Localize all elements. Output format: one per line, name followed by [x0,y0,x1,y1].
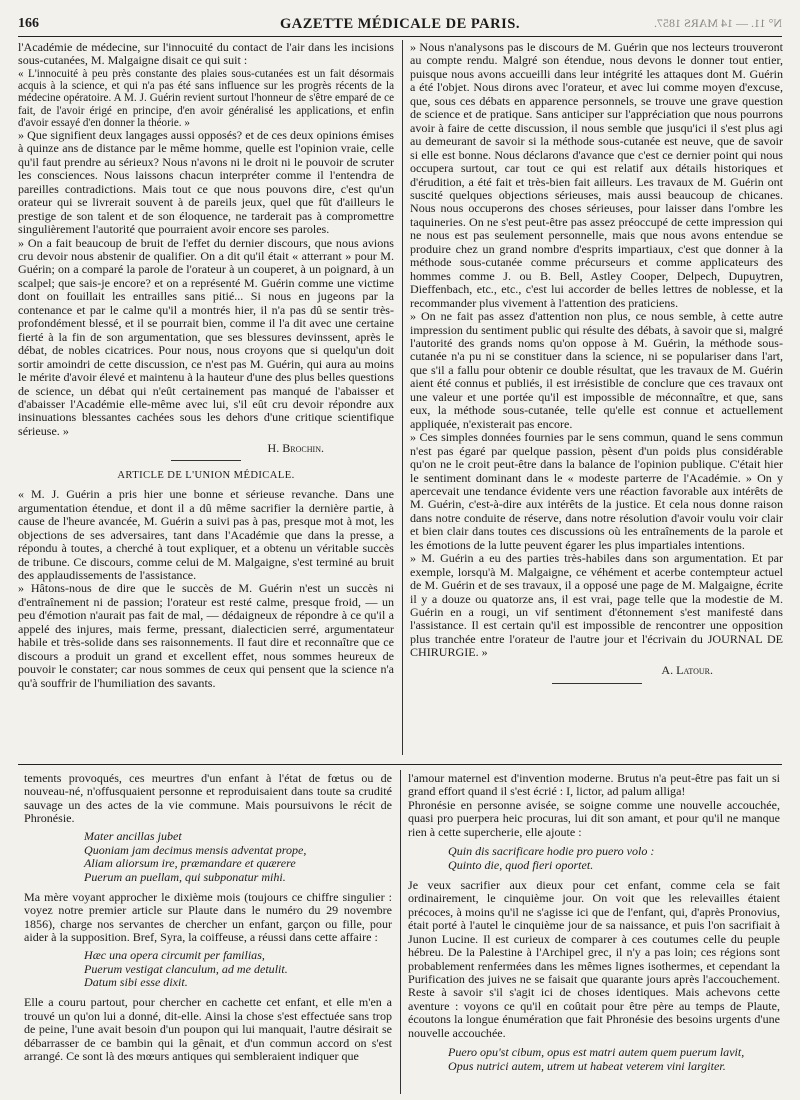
latin-verse: Mater ancillas jubet Quoniam jam decimus mensis adventat prope, Aliam aliorsum ire, præmandare et quærere Puerum an puellam, qui subponatur mihi. [84,828,307,885]
lower-left-column [24,772,392,1094]
signature-brochin: H. Brochin. [267,441,324,456]
paragraph: » On a fait beaucoup de bruit de l'effet du dernier discours, que nous avions cru devoir nous abstenir de qualifier. On a dit qu'il était « atterrant » pour M. Guérin; on a comparé la parole de l'orateur à un couperet, à un poignard, à un scalpel; que sais-je encore? et on a représenté M. Guérin comme une victime dont on fouillait les entrailles sans pitié... Si nous en jugeons par la contenance et par le calme qu'il a montrés hier, il n'a pas dû se sentir très-profondément blessé, et il se pourrait bien, comme il l'a dit avec une certaine fierté à la fin de son argumentation, que ses blessures devinssent, après le débat, de nobles cicatrices. Pour nous, nous croyons que si quelqu'un doit sortir amoindri de cette discussion, ce n'est pas M. Guérin, qui aura au moins le mérite d'avoir élevé et maintenu à la hauteur d'une des plus belles questions de science, un débat qui n'eût certainement pas manqué de l'abaisser et d'abaisser l'Académie elle-même avec lui, s'il eût cru devoir répondre aux insinuations blessantes cachées sous les dehors d'une critique scientifique sérieuse. » [18,235,394,438]
bleed-through-issue-date: N° 11. — 14 MARS 1857. [653,16,782,30]
latin-verse: Quin dis sacrificare hodie pro puero volo : Quinto die, quod fieri oportet. [448,844,655,873]
paragraph: » M. Guérin a eu des parties très-habiles dans son argumentation. Et par exemple, lorsqu'à M. Malgaigne, ce véhément et acerbe contempteur actuel de M. Guérin et de ses travaux, il a opposé une page de M. Malgaigne, écrite il y a douze ou quatorze ans, il est vrai, page telle que la modestie de M. Guérin en a rougi, un vif sentiment d'étonnement s'est manifesté dans l'assistance. Il est certain qu'il est impossible de rencontrer une opposition plus tranchée entre l'orateur de l'autre jour et l'écrivain du JOURNAL DE CHIRURGIE. » [410,551,783,660]
paragraph: » Ces simples données fournies par le sens commun, quand le sens commun n'est pas égaré par quelque passion, pèsent d'un poids plus considérable qu'on ne le croit peut-être dans la balance de l'opinion publique. C'était hier le sentiment dominant dans le « modeste parterre de l'Académie. » On y apercevait une tendance évidente vers une réaction favorable aux intérêts de M. Guérin, c'est-à-dire aux intérêts de la justice. Et cela nous donne raison dans notre conduite de réserve, dans notre résolution d'avoir voulu voir clair et bien clair dans toutes ces discussions où les entraînements de la parole et les émotions de la lutte peuvent égarer les plus impartiales intentions. [410,430,783,552]
article-heading: ARTICLE DE L'UNION MÉDICALE. [117,469,295,481]
upper-left-column [18,41,394,759]
upper-right-column [410,41,783,759]
paragraph: tements provoqués, ces meurtres d'un enfant à l'état de fœtus ou de nouveau-né, n'offusquaient personne et reproduisaient dans toute sa crudité sauvage un des actes de la vie commune. Mais poursuivons le récit de Phronésie. [24,772,392,826]
paragraph: » On ne fait pas assez d'attention non plus, ce nous semble, à cette autre impression du sentiment public qui résulte des débats, à savoir que si, malgré l'autorité des grands noms qu'on oppose à M. Guérin, la méthode sous-cutanée n'a pu ni se constituer dans la science, ni se populariser dans l'art, que s'il a fallu pour obtenir ce double résultat, que les travaux de M. Guérin aient été connus et publiés, il est irrésistible de conclure que ces travaux ont une valeur et une portée qu'il est impossible de méconnaître, et que, sans eux, la méthode sous-cutanée, telle qu'elle est connue et actuellement appliquée, n'existerait pas encore. [410,309,783,431]
paragraph: Je veux sacrifier aux dieux pour cet enfant, comme cela se fait ordinairement, le cinquième jour. On voit que les relevailles étaient précoces, à moins qu'il ne s'agisse ici que de l'enfant, qui, d'après Pronovius, était porté à l'autel le cinquième jour de sa naissance, et puis l'on sacrifiait à Junon Lucine. Il est curieux de comparer à ces coutumes celle du peuple hébreu. De la Palestine à l'Archipel grec, il n'y a pas loin; ces régions sont probablement renfermées dans les mêmes lignes isothermes, et cependant la Purification des juives ne se faisait que quarante jours après l'accouchement. Reste à savoir s'il s'agit ici de choses identiques. Mais achevons cette aventure : voyons ce qu'il en coûtait pour être père au temps de Plaute, écoutons la longue énumération que fait Phronésie des besoins urgents d'une nouvelle accouchée. [408,877,780,1040]
paragraph: » Hâtons-nous de dire que le succès de M. Guérin n'est un succès ni d'entraînement ni de passion; l'orateur est resté calme, presque froid, — un peu d'émotion n'aurait pas fait de mal, — dédaigneux de répondre à ce qu'il a appelé des injures, mais ferme, pressant, dialecticien serré, argumentateur habile et très-solide dans ses raisonnements. Il faut dire et reconnaître que ce discours a produit un grand et excellent effet, nous sommes heureux de pouvoir le constater; car nous sommes de ceux qui pensent que la science n'a qu'à souffrir de l'humiliation des savants. [18,581,394,690]
page-header [18,16,782,36]
paragraph: Phronésie en personne avisée, se soigne comme une nouvelle accouchée, quasi pro puerpera heic procuras, lui dit son amant, et pour qu'il ne manque rien à cette supercherie, elle ajoute : [408,797,780,839]
paragraph: l'Académie de médecine, sur l'innocuité du contact de l'air dans les incisions sous-cutanées, M. Malgaigne disait ce qui suit : [18,41,394,68]
signature-latour: A. Latour. [661,662,713,677]
paragraph: Elle a couru partout, pour chercher en cachette cet enfant, et elle m'en a trouvé un qu'on lui a donné, dit-elle. Ainsi la chose s'est effectuée sans trop de peine, l'une avait besoin d'un poupon qui lui manquait, l'autre désirait se débarrasser de ce bambin qui la gênait, et d'un commun accord on s'est arrangé. Ce sont là des mœurs antiques qui sembleraient indiquer que [24,995,392,1064]
page-number: 166 [18,16,39,31]
paragraph: « M. J. Guérin a pris hier une bonne et sérieuse revanche. Dans une argumentation étendue, et dont il a dû même sacrifier la dernière partie, à cause de l'heure avancée, M. Guérin a suivi pas à pas, presque mot à mot, les objections de ses adversaires, tant dans l'Académie que dans la presse, a répondu à toutes, a cherché à tout expliquer, et a obtenu un véritable succès de tribune. Ce discours, comme celui de M. Malgaigne, s'est terminé au bruit des applaudissements de l'assistance. [18,487,394,582]
column-divider [400,770,401,1094]
feuilleton-rule [18,764,782,765]
paragraph: » Que signifient deux langages aussi opposés? et de ces deux opinions émises à quinze ans de distance par le même homme, quelle est l'opinion vraie, celle qu'il faut prendre au sérieux? Nous n'avons ni le droit ni le pouvoir de scruter les consciences. Nous laissons chacun interpréter comme il l'entendra de pareilles contradictions. Mais tout ce que nous pouvons dire, c'est qu'un orateur qui se livrerait souvent à de pareils jeux, quel que fût d'ailleurs le prestige de son talent et de son éloquence, ne tarderait pas à compromettre singulièrement l'autorité que pourraient avoir encore ses paroles. [18,127,394,237]
paragraph: Ma mère voyant approcher le dixième mois (toujours ce chiffre singulier : voyez notre premier article sur Plaute dans le numéro du 29 novembre 1856), charge nos servantes de chercher un enfant, garçon ou fille, pour aider à la supposition. Bref, Syra, la coiffeuse, a réussi dans cette affaire : [24,890,392,945]
column-divider [402,40,403,755]
quoted-paragraph: « L'innocuité à peu près constante des plaies sous-cutanées est un fait désormais acquis à la science, et qui n'a pas été sans influence sur les progrès récents de la médecine opératoire. A M. J. Guérin revient surtout l'honneur de s'être emparé de ce fait, de l'avoir érigé en principe, d'en avoir généralisé les applications, et enfin d'avoir essayé d'en donner la théorie. » [18,67,394,129]
header-rule [18,36,782,37]
paragraph: l'amour maternel est d'invention moderne. Brutus n'a peut-être pas fait un si grand effort quand il s'est écrié : I, lictor, ad palum alliga! [408,772,780,799]
latin-verse: Hæc una opera circumit per familias, Puerum vestigat clanculum, ad me detulit. Datum sibi esse dixit. [84,947,288,990]
separator-rule [552,683,642,684]
journal-title: GAZETTE MÉDICALE DE PARIS. [280,16,520,32]
paragraph: » Nous n'analysons pas le discours de M. Guérin que nos lecteurs trouveront au compte rendu. Malgré son étendue, nous devons le donner tout entier, puisque nous avons accueilli dans leur intégrité les attaques dont M. Guérin a été l'objet. Nous dirons avec l'orateur, et avec lui comme moyen d'excuse, que, sous ces débats en apparence personnels, se trouve une grave question de science et de pratique. Sans anticiper sur l'appréciation que nous pourrons avoir à faire de cette discussion, il nous semble que jusqu'ici il s'est plus agi au demeurant de savoir si la méthode sous-cutanée est neuve, que de savoir si elle est bonne. Nous déclarons d'avance que c'est ce dernier point qui nous occupera surtout, car tout ce qui est relatif aux détails historiques et d'érudition, a été fait et très-bien fait ailleurs. Les travaux de M. Guérin ont suscité quelques objections sérieuses, mais aussi beaucoup de chicanes. Nous nous occuperons des choses sérieuses, pour laisser dans l'ombre les taquineries. On ne s'est peut-être pas assez préoccupé de cette impression qui ne nous est pas seulement personnelle, mais que nous avons entendue se produire chez un grand nombre d'esprits impartiaux, c'est que donner à la méthode sous-cutanée comme précurseurs et comme applicateurs des hommes comme J. ou B. Bell, Astley Cooper, Delpech, Dupuytren, Dieffenbach, etc., etc., c'est lui accorder de belles lettres de noblesse, et la recommander plus vivement à l'attention des praticiens. [410,41,783,310]
latin-verse: Puero opu'st cibum, opus est matri autem quem puerum lavit, Opus nutrici autem, utrem ut habeat veterem vini largiter. [448,1045,745,1074]
separator-rule [171,460,241,461]
lower-right-column [408,772,780,1094]
